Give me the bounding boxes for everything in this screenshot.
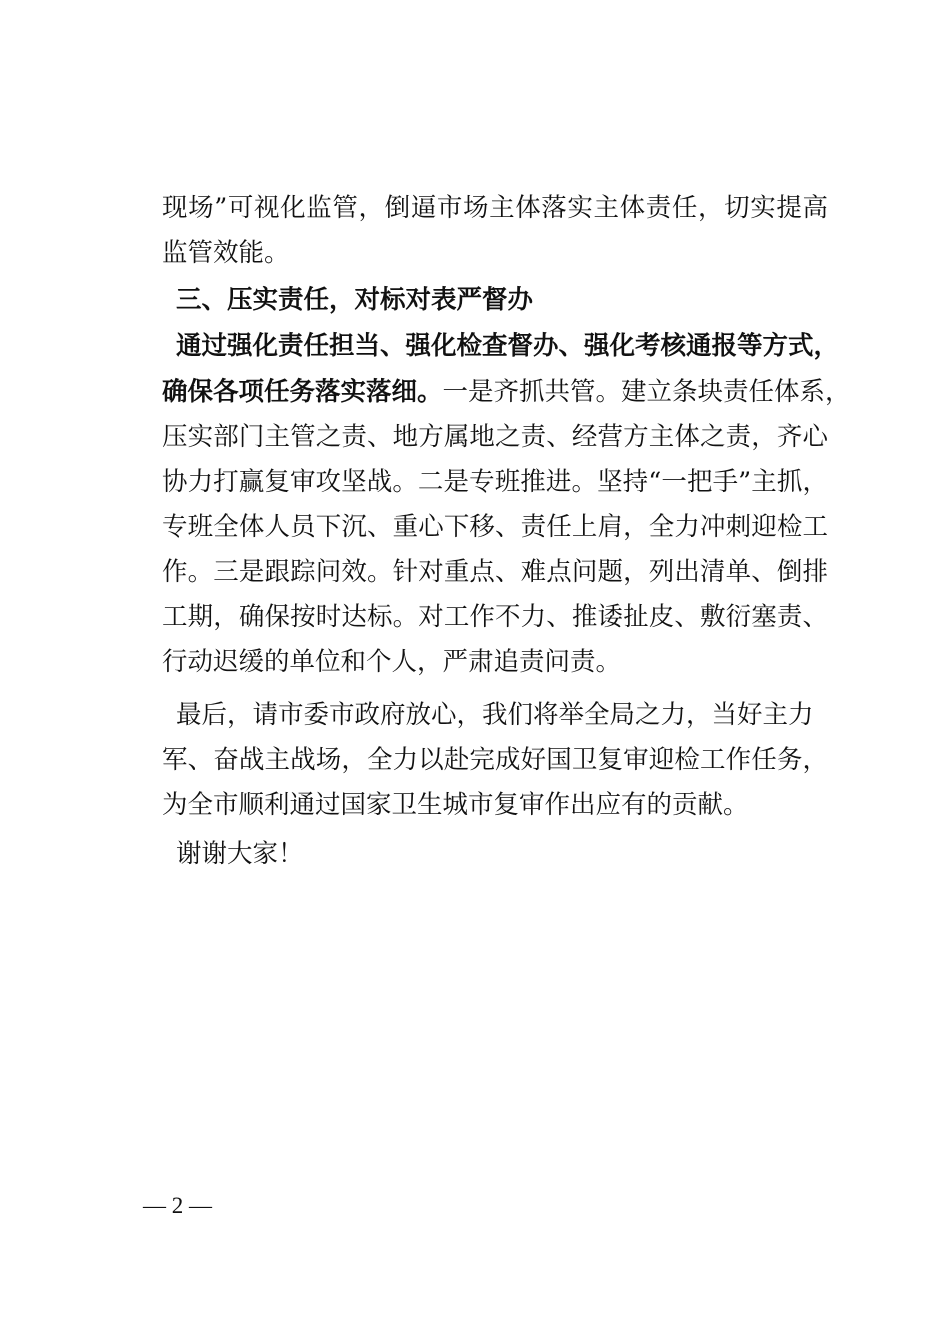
- body-text-line: 现场”可视化监管，倒逼市场主体落实主体责任，切实提高: [162, 193, 828, 223]
- closing-text: 谢谢大家！: [176, 839, 304, 869]
- emphasis-text-line: 通过强化责任担当、强化检查督办、强化考核通报等方式，: [176, 331, 840, 361]
- page-number: — 2 —: [143, 1193, 212, 1218]
- body-text-line: 监管效能。: [162, 238, 290, 268]
- body-text-line: 专班全体人员下沉、重心下移、责任上肩，全力冲刺迎检工: [162, 512, 828, 542]
- emphasis-text: 确保各项任务落实落细。: [162, 377, 443, 407]
- body-text: 一是齐抓共管。建立条块责任体系，: [442, 377, 851, 407]
- body-text-line: 为全市顺利通过国家卫生城市复审作出应有的贡献。: [162, 790, 749, 820]
- mixed-text-line: [162, 376, 851, 408]
- body-text-line: 工期，确保按时达标。对工作不力、推诿扯皮、敷衍塞责、: [162, 602, 828, 632]
- body-text-line: 压实部门主管之责、地方属地之责、经营方主体之责，齐心: [162, 422, 828, 452]
- body-text-line: 行动迟缓的单位和个人，严肃追责问责。: [162, 647, 622, 677]
- body-text-line: 最后，请市委市政府放心，我们将举全局之力，当好主力: [176, 700, 814, 730]
- section-heading: 三、压实责任，对标对表严督办: [176, 285, 534, 315]
- body-text-line: 作。三是跟踪问效。针对重点、难点问题，列出清单、倒排: [162, 557, 828, 587]
- body-text-line: 军、奋战主战场，全力以赴完成好国卫复审迎检工作任务，: [162, 745, 828, 775]
- body-text-line: 协力打赢复审攻坚战。二是专班推进。坚持“一把手”主抓，: [162, 467, 828, 497]
